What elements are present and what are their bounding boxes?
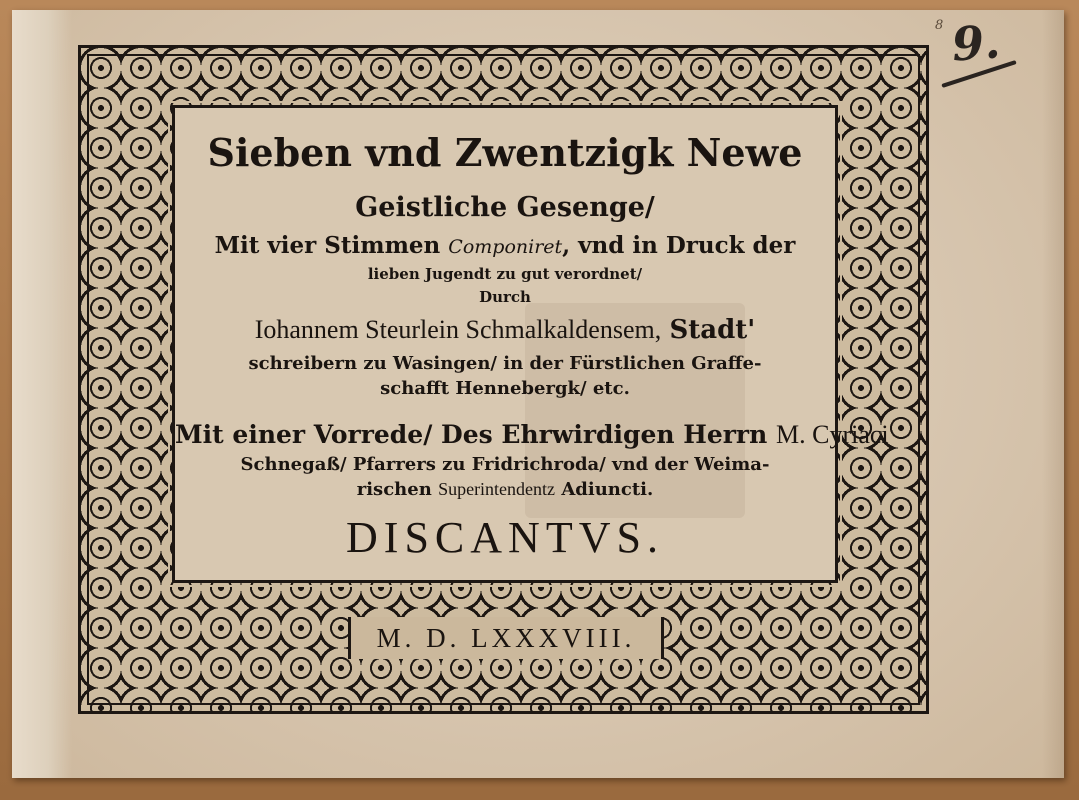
line11-text-b: Adiuncti.	[561, 479, 654, 500]
preface-line	[175, 420, 889, 450]
book-title: Sieben vnd Zwentzigk Newe	[207, 130, 803, 175]
shelfmark-number: 9.	[950, 14, 1002, 72]
author-line	[175, 315, 835, 345]
page-edge	[1042, 10, 1064, 778]
title-line-10: Schnegaß/ Pfarrers zu Fridrichroda/ vnd der Weima-	[240, 454, 770, 475]
title-line-8: schafft Hennebergk/ etc.	[380, 378, 630, 399]
line3-text-a: Mit vier Stimmen	[214, 232, 441, 259]
title-line-durch: Durch	[479, 288, 531, 306]
imprint-date: M. D. LXXXVIII.	[348, 617, 664, 659]
title-line-11	[175, 479, 835, 500]
title-line-7: schreibern zu Wasingen/ in der Fürstlichen Graffe-	[248, 353, 762, 374]
book-subtitle: Geistliche Gesenge/	[355, 192, 655, 223]
page-gutter	[12, 10, 72, 778]
title-line-4: lieben Jugendt zu gut verordnet/	[367, 265, 643, 283]
line3-text-b: , vnd in Druck der	[562, 232, 796, 259]
voice-part: DISCANTVS.	[346, 513, 664, 562]
author-name: Iohannem Steurlein Schmalkaldensem,	[254, 315, 662, 344]
shelfmark-small: 8	[935, 18, 944, 33]
title-text-panel	[172, 105, 889, 583]
title-line-3	[175, 232, 835, 259]
author-line-tail: Stadt'	[669, 315, 756, 345]
preface-author: M. Cyriaci	[776, 420, 889, 449]
line11-roman: Superintendentz	[438, 479, 556, 499]
line11-text-a: rischen	[356, 479, 432, 500]
preface-text: Mit einer Vorrede/ Des Ehrwirdigen Herrn	[175, 420, 768, 449]
line3-latin: Componiret	[448, 236, 563, 258]
